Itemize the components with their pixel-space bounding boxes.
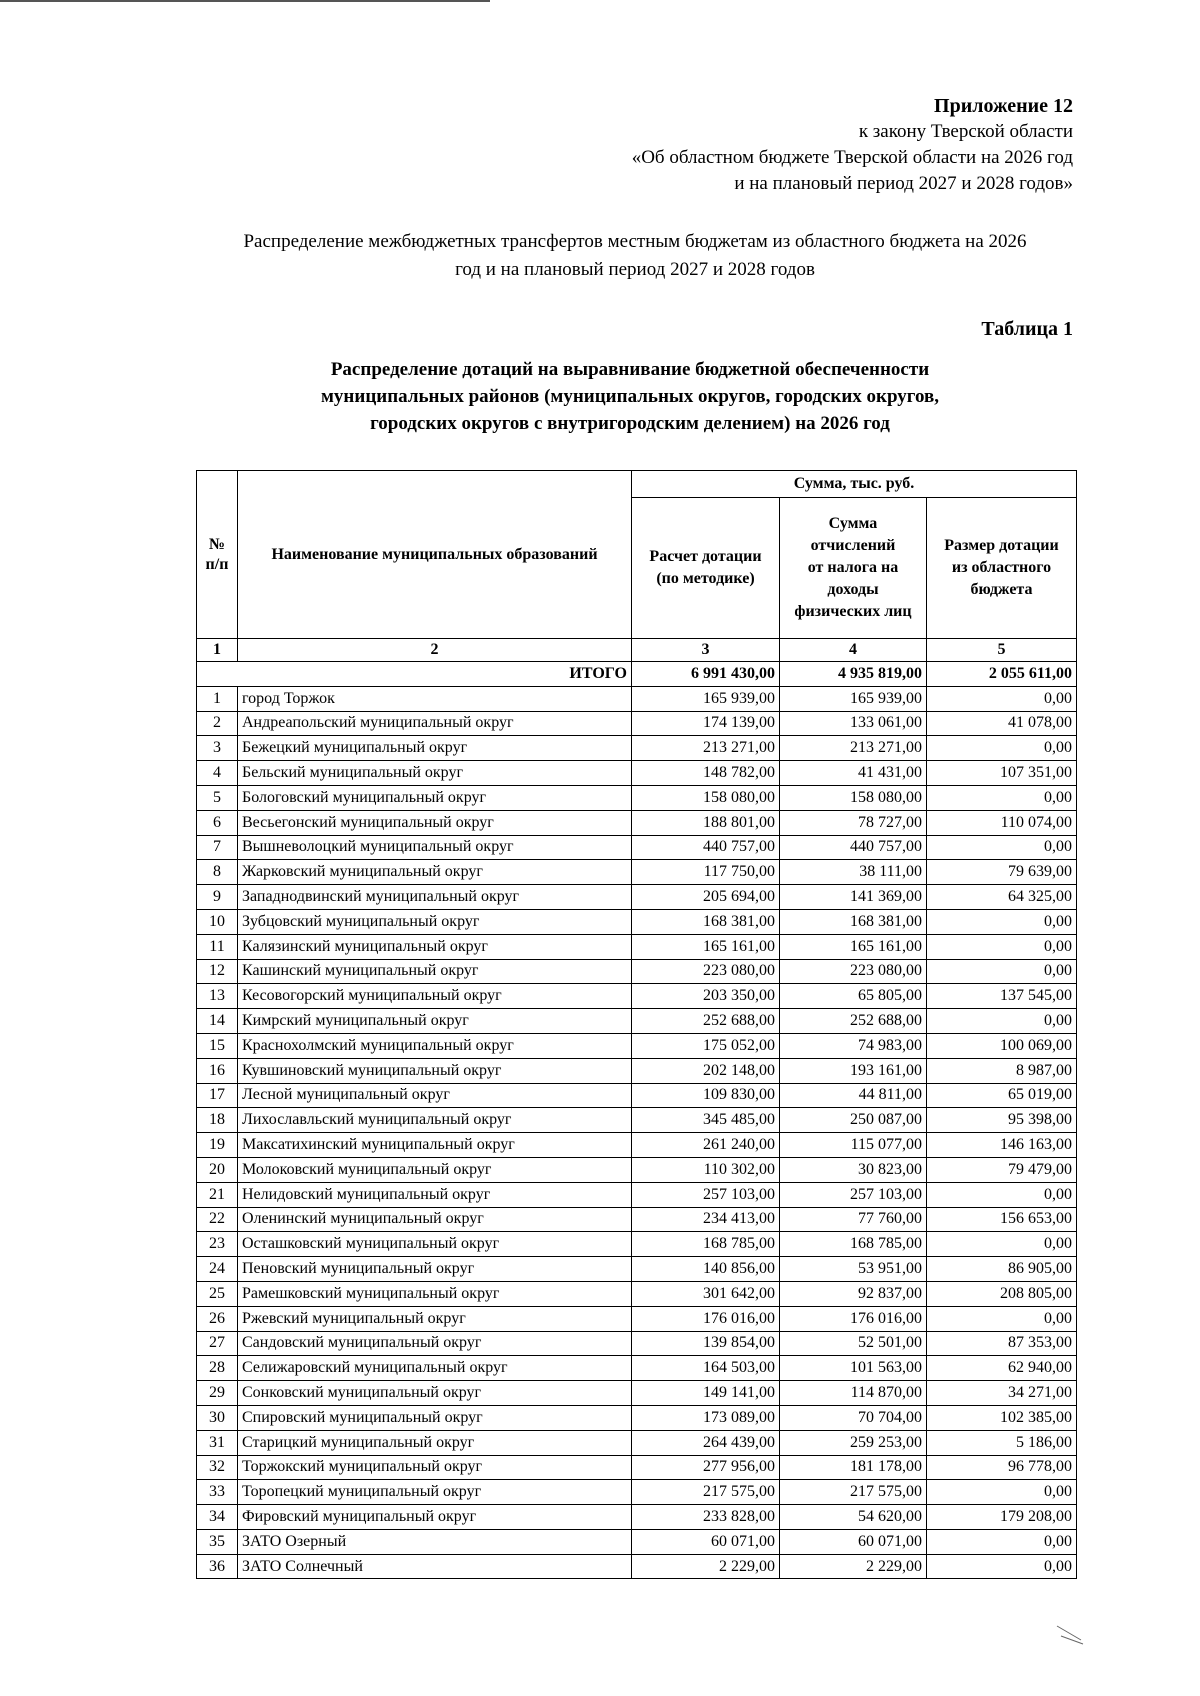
row-number: 33 [197, 1480, 238, 1505]
row-name: Зубцовский муниципальный округ [238, 909, 632, 934]
table-row [197, 959, 1077, 984]
table-row [197, 1083, 1077, 1108]
row-size: 179 208,00 [927, 1505, 1077, 1530]
table-row [197, 1430, 1077, 1455]
table-row [197, 1381, 1077, 1406]
row-name: Калязинский муниципальный округ [238, 934, 632, 959]
row-name: ЗАТО Солнечный [238, 1554, 632, 1579]
row-ndfl: 193 161,00 [780, 1058, 927, 1083]
row-size: 86 905,00 [927, 1257, 1077, 1282]
total-row [197, 662, 1077, 687]
row-size: 0,00 [927, 736, 1077, 761]
row-calc: 60 071,00 [632, 1529, 780, 1554]
row-number: 10 [197, 909, 238, 934]
col-header-ndfl-line-4: доходы [827, 581, 879, 598]
row-calc: 164 503,00 [632, 1356, 780, 1381]
table-row [197, 1058, 1077, 1083]
row-calc: 301 642,00 [632, 1281, 780, 1306]
row-ndfl: 74 983,00 [780, 1033, 927, 1058]
row-number: 14 [197, 1009, 238, 1034]
table-row [197, 686, 1077, 711]
row-number: 19 [197, 1133, 238, 1158]
row-number: 27 [197, 1331, 238, 1356]
row-ndfl: 2 229,00 [780, 1554, 927, 1579]
table-row [197, 1306, 1077, 1331]
row-calc: 173 089,00 [632, 1405, 780, 1430]
row-number: 29 [197, 1381, 238, 1406]
table-title-line-1: Распределение дотаций на выравнивание бюджетной обеспеченности [330, 359, 930, 380]
row-size: 0,00 [927, 835, 1077, 860]
row-calc: 261 240,00 [632, 1133, 780, 1158]
row-name: Молоковский муниципальный округ [238, 1157, 632, 1182]
row-size: 156 653,00 [927, 1207, 1077, 1232]
row-number: 21 [197, 1182, 238, 1207]
row-number: 28 [197, 1356, 238, 1381]
row-name: Рамешковский муниципальный округ [238, 1281, 632, 1306]
col-header-calc-line-1: Расчет дотации [649, 548, 762, 565]
table-row [197, 1505, 1077, 1530]
row-size: 0,00 [927, 1554, 1077, 1579]
row-number: 36 [197, 1554, 238, 1579]
table-row [197, 1480, 1077, 1505]
row-size: 0,00 [927, 934, 1077, 959]
row-ndfl: 53 951,00 [780, 1257, 927, 1282]
table-row [197, 909, 1077, 934]
row-ndfl: 133 061,00 [780, 711, 927, 736]
row-size: 107 351,00 [927, 761, 1077, 786]
row-ndfl: 165 939,00 [780, 686, 927, 711]
row-ndfl: 78 727,00 [780, 810, 927, 835]
row-size: 79 479,00 [927, 1157, 1077, 1182]
row-number: 1 [197, 686, 238, 711]
row-calc: 158 080,00 [632, 785, 780, 810]
table-row [197, 1281, 1077, 1306]
row-ndfl: 41 431,00 [780, 761, 927, 786]
row-size: 34 271,00 [927, 1381, 1077, 1406]
row-number: 3 [197, 736, 238, 761]
row-calc: 257 103,00 [632, 1182, 780, 1207]
table-row [197, 1182, 1077, 1207]
scan-pen-mark [1055, 1620, 1085, 1650]
row-name: Нелидовский муниципальный округ [238, 1182, 632, 1207]
row-number: 16 [197, 1058, 238, 1083]
table-row [197, 984, 1077, 1009]
table-row [197, 736, 1077, 761]
row-ndfl: 257 103,00 [780, 1182, 927, 1207]
row-number: 25 [197, 1281, 238, 1306]
row-ndfl: 70 704,00 [780, 1405, 927, 1430]
row-name: Андреапольский муниципальный округ [238, 711, 632, 736]
table-row [197, 1157, 1077, 1182]
row-number: 5 [197, 785, 238, 810]
row-ndfl: 252 688,00 [780, 1009, 927, 1034]
row-name: Спировский муниципальный округ [238, 1405, 632, 1430]
col-header-number-line-1: № [208, 535, 226, 553]
document-heading [190, 228, 1080, 284]
table-row [197, 934, 1077, 959]
row-name: Максатихинский муниципальный округ [238, 1133, 632, 1158]
heading-line-2: год и на плановый период 2027 и 2028 годов [455, 259, 815, 280]
row-calc: 252 688,00 [632, 1009, 780, 1034]
row-number: 6 [197, 810, 238, 835]
row-number: 31 [197, 1430, 238, 1455]
col-header-ndfl [780, 498, 927, 639]
row-size: 102 385,00 [927, 1405, 1077, 1430]
row-ndfl: 141 369,00 [780, 885, 927, 910]
column-number-row [197, 639, 1077, 662]
column-number: 2 [238, 639, 632, 662]
row-name: Кимрский муниципальный округ [238, 1009, 632, 1034]
table-row [197, 711, 1077, 736]
total-size: 2 055 611,00 [927, 662, 1077, 687]
row-calc: 174 139,00 [632, 711, 780, 736]
table-row [197, 1331, 1077, 1356]
row-calc: 440 757,00 [632, 835, 780, 860]
total-label: ИТОГО [197, 662, 632, 687]
appendix-block [560, 93, 1073, 197]
row-number: 18 [197, 1108, 238, 1133]
row-number: 26 [197, 1306, 238, 1331]
row-name: Пеновский муниципальный округ [238, 1257, 632, 1282]
row-name: ЗАТО Озерный [238, 1529, 632, 1554]
col-header-ndfl-line-2: отчислений [810, 537, 896, 554]
row-name: город Торжок [238, 686, 632, 711]
row-ndfl: 52 501,00 [780, 1331, 927, 1356]
row-size: 0,00 [927, 1529, 1077, 1554]
row-calc: 277 956,00 [632, 1455, 780, 1480]
row-name: Старицкий муниципальный округ [238, 1430, 632, 1455]
table-row [197, 785, 1077, 810]
row-number: 9 [197, 885, 238, 910]
column-number: 1 [197, 639, 238, 662]
row-ndfl: 115 077,00 [780, 1133, 927, 1158]
row-ndfl: 250 087,00 [780, 1108, 927, 1133]
row-name: Селижаровский муниципальный округ [238, 1356, 632, 1381]
row-size: 0,00 [927, 785, 1077, 810]
row-ndfl: 165 161,00 [780, 934, 927, 959]
col-header-number [197, 471, 238, 639]
row-number: 34 [197, 1505, 238, 1530]
row-number: 20 [197, 1157, 238, 1182]
row-calc: 176 016,00 [632, 1306, 780, 1331]
row-name: Кашинский муниципальный округ [238, 959, 632, 984]
row-calc: 109 830,00 [632, 1083, 780, 1108]
table-row [197, 1009, 1077, 1034]
col-header-number-line-2: п/п [205, 555, 229, 573]
row-name: Кувшиновский муниципальный округ [238, 1058, 632, 1083]
row-size: 0,00 [927, 909, 1077, 934]
row-ndfl: 259 253,00 [780, 1430, 927, 1455]
row-calc: 168 785,00 [632, 1232, 780, 1257]
row-ndfl: 101 563,00 [780, 1356, 927, 1381]
table-row [197, 835, 1077, 860]
row-calc: 205 694,00 [632, 885, 780, 910]
table-row [197, 1356, 1077, 1381]
heading-line-1: Распределение межбюджетных трансфертов местным бюджетам из областного бюджета на 2026 [243, 231, 1027, 252]
col-header-size-line-2: из областного [951, 559, 1052, 576]
row-size: 65 019,00 [927, 1083, 1077, 1108]
row-name: Весьегонский муниципальный округ [238, 810, 632, 835]
row-size: 0,00 [927, 959, 1077, 984]
table-row [197, 810, 1077, 835]
row-size: 110 074,00 [927, 810, 1077, 835]
table-row [197, 1133, 1077, 1158]
row-number: 2 [197, 711, 238, 736]
row-ndfl: 168 381,00 [780, 909, 927, 934]
col-header-name: Наименование муниципальных образований [238, 471, 632, 639]
row-size: 87 353,00 [927, 1331, 1077, 1356]
row-calc: 117 750,00 [632, 860, 780, 885]
row-ndfl: 30 823,00 [780, 1157, 927, 1182]
row-ndfl: 213 271,00 [780, 736, 927, 761]
table-row [197, 1455, 1077, 1480]
row-name: Бологовский муниципальный округ [238, 785, 632, 810]
row-name: Ржевский муниципальный округ [238, 1306, 632, 1331]
row-size: 95 398,00 [927, 1108, 1077, 1133]
row-size: 64 325,00 [927, 885, 1077, 910]
row-name: Фировский муниципальный округ [238, 1505, 632, 1530]
row-size: 0,00 [927, 686, 1077, 711]
table-row [197, 1207, 1077, 1232]
col-header-size-line-3: бюджета [970, 581, 1033, 598]
column-number: 4 [780, 639, 927, 662]
row-calc: 165 939,00 [632, 686, 780, 711]
row-size: 0,00 [927, 1306, 1077, 1331]
column-number: 5 [927, 639, 1077, 662]
row-name: Западнодвинский муниципальный округ [238, 885, 632, 910]
row-calc: 2 229,00 [632, 1554, 780, 1579]
row-size: 0,00 [927, 1182, 1077, 1207]
appendix-title: Приложение 12 [934, 95, 1073, 117]
table-row [197, 1529, 1077, 1554]
row-ndfl: 77 760,00 [780, 1207, 927, 1232]
row-size: 62 940,00 [927, 1356, 1077, 1381]
col-header-sum-group: Сумма, тыс. руб. [632, 471, 1077, 498]
row-name: Бельский муниципальный округ [238, 761, 632, 786]
row-calc: 149 141,00 [632, 1381, 780, 1406]
table-row [197, 1232, 1077, 1257]
row-number: 15 [197, 1033, 238, 1058]
row-number: 24 [197, 1257, 238, 1282]
column-number: 3 [632, 639, 780, 662]
row-size: 5 186,00 [927, 1430, 1077, 1455]
row-size: 0,00 [927, 1009, 1077, 1034]
table-row [197, 885, 1077, 910]
appendix-line-2: «Об областном бюджете Тверской области на 2026 год [631, 147, 1073, 168]
row-number: 32 [197, 1455, 238, 1480]
row-ndfl: 181 178,00 [780, 1455, 927, 1480]
table-row [197, 1405, 1077, 1430]
table-row [197, 860, 1077, 885]
row-size: 8 987,00 [927, 1058, 1077, 1083]
row-number: 35 [197, 1529, 238, 1554]
row-name: Жарковский муниципальный округ [238, 860, 632, 885]
row-size: 41 078,00 [927, 711, 1077, 736]
row-name: Торопецкий муниципальный округ [238, 1480, 632, 1505]
row-name: Оленинский муниципальный округ [238, 1207, 632, 1232]
row-calc: 139 854,00 [632, 1331, 780, 1356]
row-ndfl: 54 620,00 [780, 1505, 927, 1530]
row-number: 11 [197, 934, 238, 959]
row-name: Лесной муниципальный округ [238, 1083, 632, 1108]
table-row [197, 1033, 1077, 1058]
row-size: 0,00 [927, 1480, 1077, 1505]
col-header-calc [632, 498, 780, 639]
row-ndfl: 60 071,00 [780, 1529, 927, 1554]
row-name: Вышневолоцкий муниципальный округ [238, 835, 632, 860]
col-header-size-line-1: Размер дотации [944, 537, 1059, 554]
row-calc: 345 485,00 [632, 1108, 780, 1133]
row-number: 23 [197, 1232, 238, 1257]
row-calc: 175 052,00 [632, 1033, 780, 1058]
row-number: 22 [197, 1207, 238, 1232]
row-calc: 148 782,00 [632, 761, 780, 786]
row-name: Краснохолмский муниципальный округ [238, 1033, 632, 1058]
row-ndfl: 440 757,00 [780, 835, 927, 860]
row-number: 13 [197, 984, 238, 1009]
row-size: 208 805,00 [927, 1281, 1077, 1306]
row-calc: 140 856,00 [632, 1257, 780, 1282]
row-name: Сандовский муниципальный округ [238, 1331, 632, 1356]
row-ndfl: 158 080,00 [780, 785, 927, 810]
row-name: Лихославльский муниципальный округ [238, 1108, 632, 1133]
scan-top-line [0, 0, 490, 2]
row-ndfl: 92 837,00 [780, 1281, 927, 1306]
row-number: 30 [197, 1405, 238, 1430]
row-number: 8 [197, 860, 238, 885]
total-ndfl: 4 935 819,00 [780, 662, 927, 687]
row-calc: 110 302,00 [632, 1157, 780, 1182]
row-ndfl: 44 811,00 [780, 1083, 927, 1108]
col-header-ndfl-line-3: от налога на [807, 559, 899, 576]
row-ndfl: 65 805,00 [780, 984, 927, 1009]
row-name: Сонковский муниципальный округ [238, 1381, 632, 1406]
row-calc: 203 350,00 [632, 984, 780, 1009]
total-calc: 6 991 430,00 [632, 662, 780, 687]
col-header-ndfl-line-1: Сумма [828, 515, 878, 532]
row-number: 7 [197, 835, 238, 860]
row-calc: 168 381,00 [632, 909, 780, 934]
table-row [197, 1554, 1077, 1579]
row-calc: 188 801,00 [632, 810, 780, 835]
row-size: 100 069,00 [927, 1033, 1077, 1058]
row-calc: 234 413,00 [632, 1207, 780, 1232]
row-name: Кесовогорский муниципальный округ [238, 984, 632, 1009]
subsidies-table [196, 470, 1077, 1579]
row-size: 146 163,00 [927, 1133, 1077, 1158]
col-header-ndfl-line-5: физических лиц [794, 603, 912, 620]
row-name: Бежецкий муниципальный округ [238, 736, 632, 761]
row-calc: 233 828,00 [632, 1505, 780, 1530]
row-size: 96 778,00 [927, 1455, 1077, 1480]
row-calc: 213 271,00 [632, 736, 780, 761]
row-size: 79 639,00 [927, 860, 1077, 885]
row-ndfl: 223 080,00 [780, 959, 927, 984]
row-ndfl: 168 785,00 [780, 1232, 927, 1257]
appendix-line-1: к закону Тверской области [858, 121, 1073, 142]
col-header-size [927, 498, 1077, 639]
row-calc: 223 080,00 [632, 959, 780, 984]
row-ndfl: 217 575,00 [780, 1480, 927, 1505]
row-calc: 264 439,00 [632, 1430, 780, 1455]
row-calc: 202 148,00 [632, 1058, 780, 1083]
row-name: Осташковский муниципальный округ [238, 1232, 632, 1257]
row-size: 137 545,00 [927, 984, 1077, 1009]
row-ndfl: 38 111,00 [780, 860, 927, 885]
row-name: Торжокский муниципальный округ [238, 1455, 632, 1480]
table-number: Таблица 1 [981, 318, 1073, 340]
col-header-calc-line-2: (по методике) [656, 570, 755, 587]
row-number: 17 [197, 1083, 238, 1108]
row-number: 12 [197, 959, 238, 984]
table-row [197, 1108, 1077, 1133]
table-title-line-2: муниципальных районов (муниципальных округов, городских округов, [320, 386, 940, 407]
table-row [197, 761, 1077, 786]
row-ndfl: 176 016,00 [780, 1306, 927, 1331]
row-calc: 165 161,00 [632, 934, 780, 959]
row-size: 0,00 [927, 1232, 1077, 1257]
row-number: 4 [197, 761, 238, 786]
row-calc: 217 575,00 [632, 1480, 780, 1505]
appendix-line-3: и на плановый период 2027 и 2028 годов» [734, 173, 1073, 194]
table-title [250, 356, 1010, 437]
table-title-line-3: городских округов с внутригородским делением) на 2026 год [370, 413, 890, 434]
row-ndfl: 114 870,00 [780, 1381, 927, 1406]
table-row [197, 1257, 1077, 1282]
